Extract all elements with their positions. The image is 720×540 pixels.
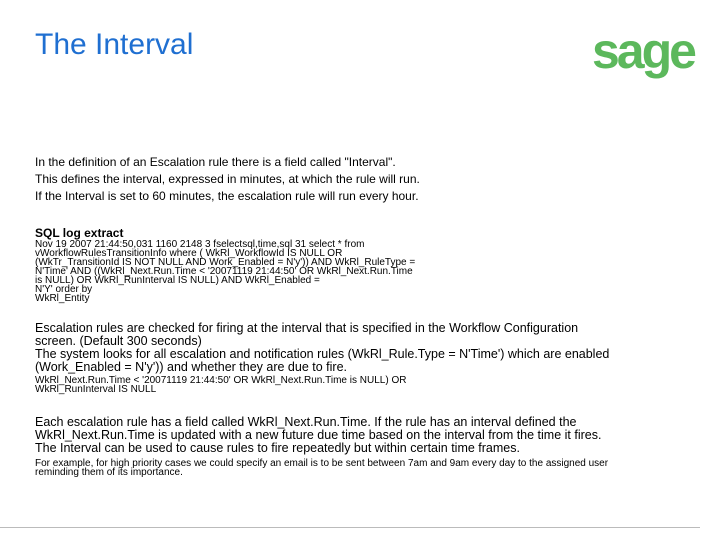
intro-paragraph: In the definition of an Escalation rule there is a field called "Interval". This defines the interval, expressed in minutes, at which the rule will run. If the Interval is set to 60 minutes, the escalation rule will run every hour. bbox=[35, 155, 420, 203]
sage-logo: sage bbox=[592, 23, 694, 79]
next-run-paragraph: Each escalation rule has a field called WkRl_Next.Run.Time. If the rule has an interval defined the WkRl_Next.Run.Time is updated with a new future due time based on the interval from the time it fires. The Interval can be used to cause rules to fire repeatedly but within certain time frames. bbox=[35, 415, 602, 455]
condition-text: WkRl_Next.Run.Time < '20071119 21:44:50' OR WkRl_Next.Run.Time is NULL) OR WkRl_RunInterval IS NULL bbox=[35, 375, 407, 395]
slide-title: The Interval bbox=[35, 28, 194, 61]
example-text: For example, for high priority cases we could specify an email is to be sent between 7am and 9am every day to the assigned user reminding them of its importance. bbox=[35, 458, 609, 478]
footer-divider bbox=[0, 527, 700, 528]
checked-paragraph: Escalation rules are checked for firing at the interval that is specified in the Workflow Configuration screen. (Default 300 seconds) The system looks for all escalation and notification rules (WkRl_Rule.Type = N'Time') which are enabled (Work_Enabled = N'y')) and whether they are due to fire. bbox=[35, 321, 610, 374]
sql-log-text: Nov 19 2007 21:44:50,031 1160 2148 3 fselectsql,time,sql 31 select * from vWorkflowRulesTransitionInfo where ( WkRl_WorkflowId IS NULL OR (WkTr_TransitionId IS NOT NULL AND Work_Enabled = N'y')) AND WkRl_RuleType = N'Time' AND ((WkRl_Next.Run.Time < '20071119 21:44:50' OR WkRl_Next.Run.Time is NULL) OR WkRl_RunInterval IS NULL) AND WkRl_Enabled = N'Y' order by WkRl_Entity bbox=[35, 239, 416, 304]
sql-log-heading: SQL log extract bbox=[35, 226, 124, 240]
